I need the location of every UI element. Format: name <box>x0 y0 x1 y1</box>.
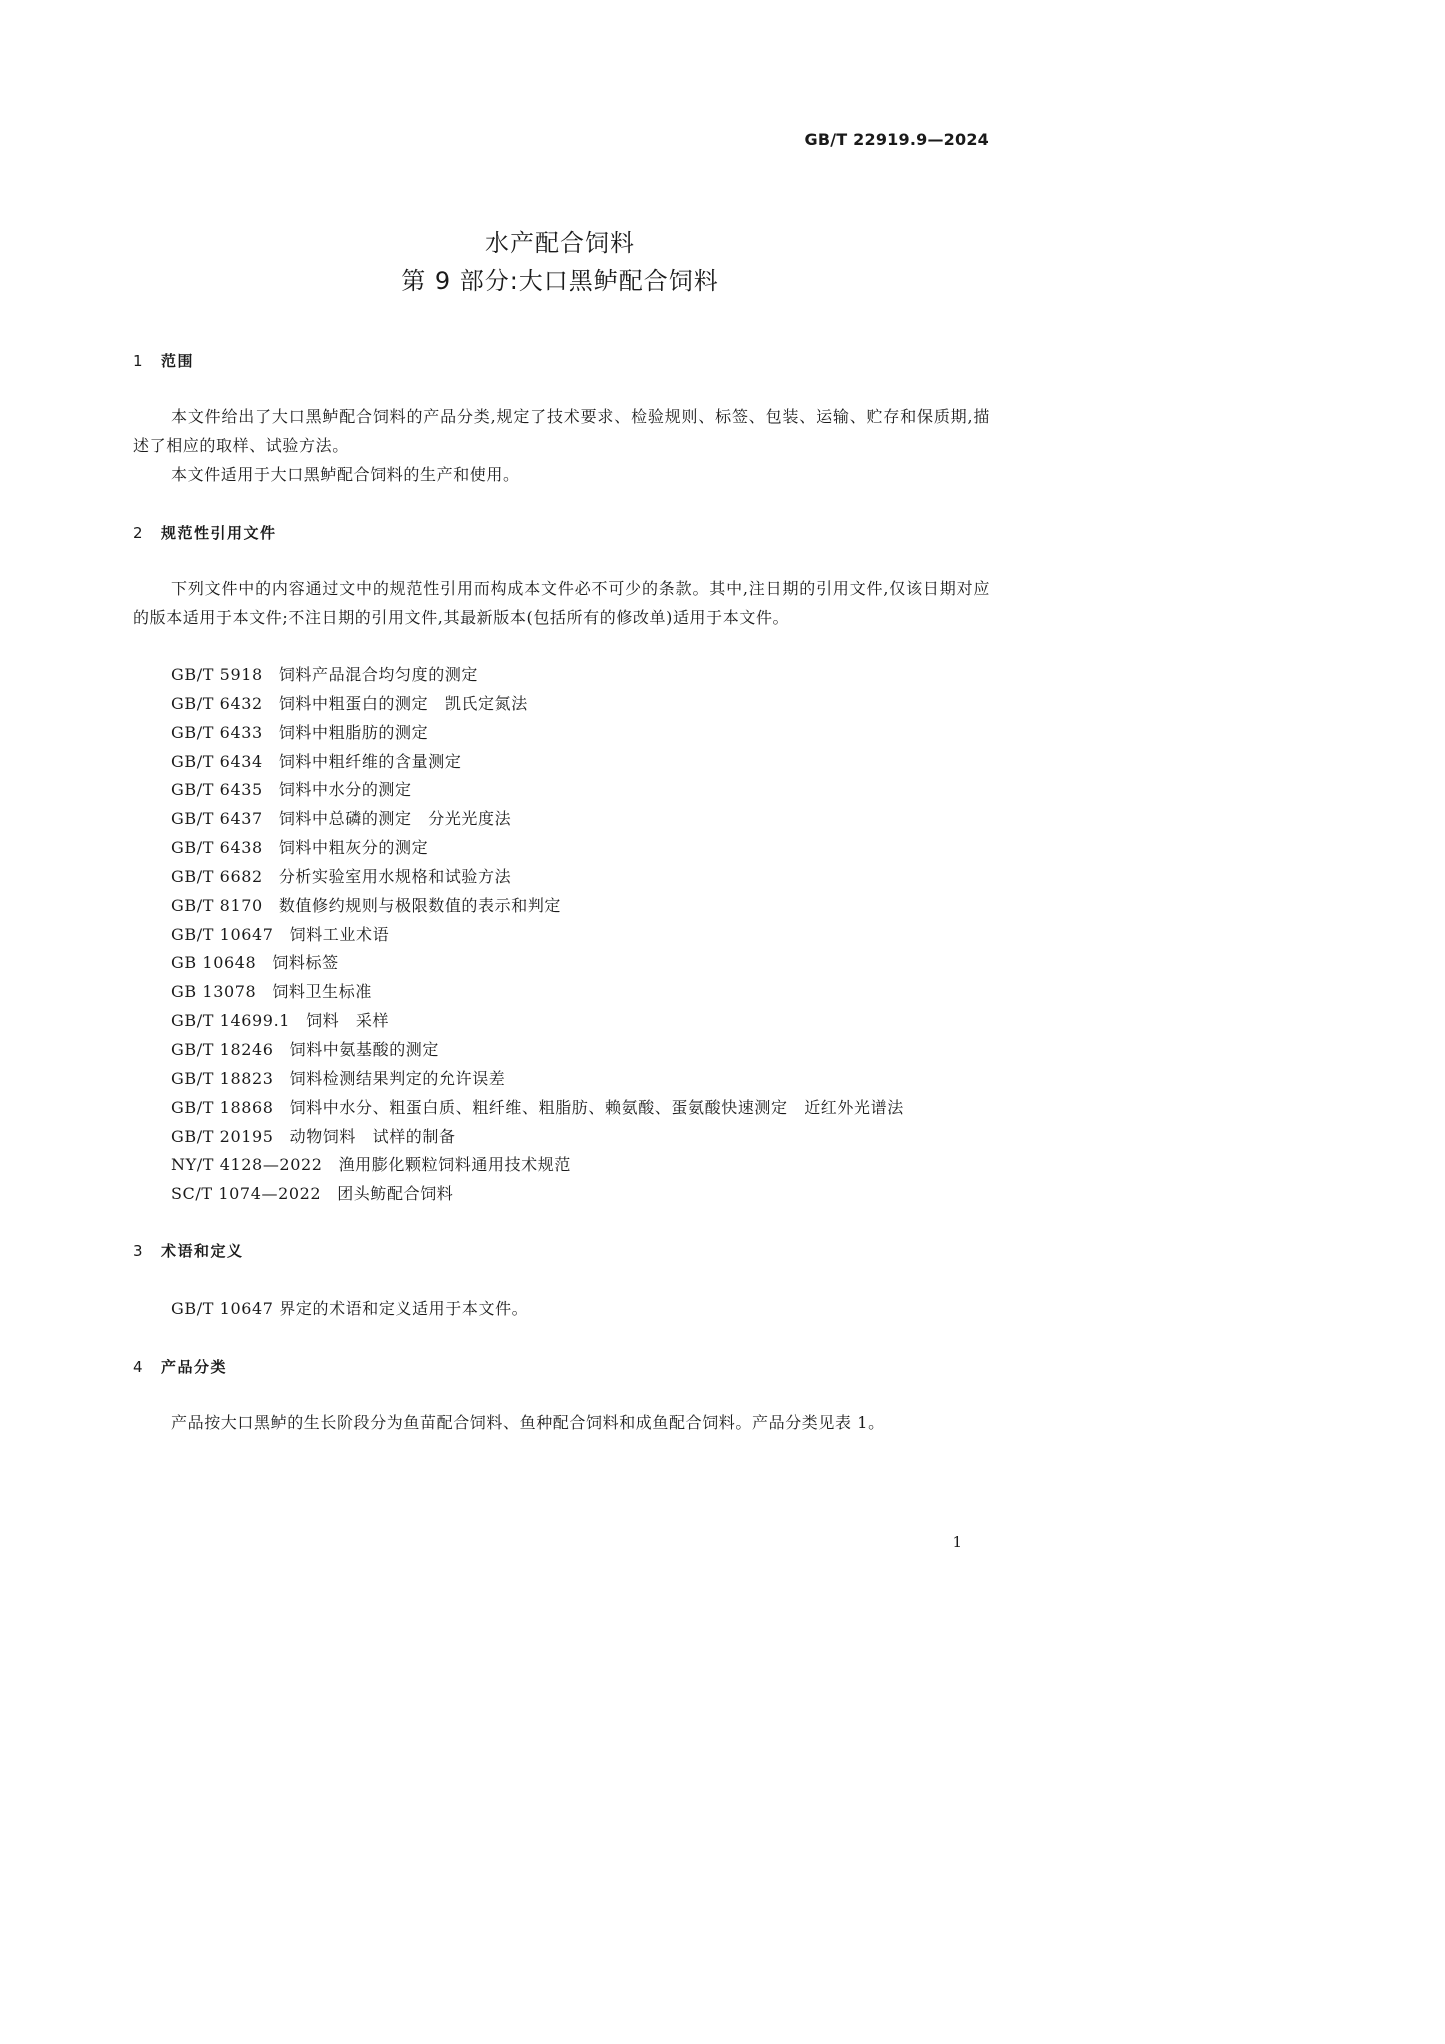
reference-code: GB/T 14699.1 <box>171 1011 291 1031</box>
reference-code: GB 10648 <box>171 953 257 973</box>
reference-item <box>171 775 904 804</box>
reference-item <box>171 1093 904 1122</box>
reference-title: 团头鲂配合饲料 <box>337 1184 454 1204</box>
reference-code: GB 13078 <box>171 982 257 1002</box>
reference-code: GB/T 18868 <box>171 1097 274 1117</box>
normative-references-intro: 下列文件中的内容通过文中的规范性引用而构成本文件必不可少的条款。其中,注日期的引用文件,仅该日期对应的版本适用于本文件;不注日期的引用文件,其最新版本(包括所有的修改单)适用于本文件。 <box>133 579 990 627</box>
reference-code: GB/T 6437 <box>171 809 263 829</box>
reference-code: NY/T 4128—2022 <box>171 1155 323 1175</box>
title-line-1: 水产配合饲料 <box>485 229 635 257</box>
classification-paragraph: 产品按大口黑鲈的生长阶段分为鱼苗配合饲料、鱼种配合饲料和成鱼配合饲料。产品分类见表 1。 <box>171 1413 885 1432</box>
terms-paragraph: GB/T 10647 界定的术语和定义适用于本文件。 <box>171 1299 529 1318</box>
reference-item <box>171 718 904 747</box>
reference-code: GB/T 10647 <box>171 924 274 944</box>
reference-code: GB/T 6433 <box>171 722 263 742</box>
reference-title: 饲料工业术语 <box>289 924 390 944</box>
reference-item <box>171 1006 904 1035</box>
section-4-heading <box>133 1356 227 1377</box>
section-number: 3 <box>133 1242 145 1260</box>
reference-item <box>171 1035 904 1064</box>
reference-title: 饲料标签 <box>272 953 339 973</box>
reference-item <box>171 689 904 718</box>
reference-code: GB/T 20195 <box>171 1126 274 1146</box>
reference-code: GB/T 18823 <box>171 1068 274 1088</box>
reference-item <box>171 891 904 920</box>
reference-code: GB/T 8170 <box>171 895 263 915</box>
reference-item <box>171 1150 904 1179</box>
document-title <box>0 224 1120 300</box>
section-title: 产品分类 <box>161 1358 228 1376</box>
scope-paragraph-1: 本文件给出了大口黑鲈配合饲料的产品分类,规定了技术要求、检验规则、标签、包装、运输、贮存和保质期,描述了相应的取样、试验方法。 <box>133 407 990 455</box>
reference-title: 饲料 采样 <box>306 1011 390 1031</box>
reference-item <box>171 1122 904 1151</box>
reference-item <box>171 660 904 689</box>
reference-item <box>171 1179 904 1208</box>
reference-title: 饲料检测结果判定的允许误差 <box>289 1068 506 1088</box>
reference-title: 饲料卫生标准 <box>272 982 372 1002</box>
reference-title: 饲料中粗脂肪的测定 <box>278 722 429 742</box>
section-number: 2 <box>133 524 145 542</box>
section-2-heading <box>133 522 277 543</box>
reference-item <box>171 747 904 776</box>
page-number: 1 <box>952 1533 962 1551</box>
section-3-heading <box>133 1240 244 1261</box>
reference-code: GB/T 18246 <box>171 1039 274 1059</box>
section-title: 范围 <box>161 352 195 370</box>
scope-paragraph-2: 本文件适用于大口黑鲈配合饲料的生产和使用。 <box>171 465 520 484</box>
reference-title: 渔用膨化颗粒饲料通用技术规范 <box>338 1155 571 1175</box>
reference-item <box>171 920 904 949</box>
standard-number: GB/T 22919.9—2024 <box>804 130 989 149</box>
reference-list <box>171 660 904 1208</box>
section-number: 1 <box>133 352 145 370</box>
section-title: 规范性引用文件 <box>161 524 277 542</box>
reference-code: GB/T 6438 <box>171 838 263 858</box>
reference-item <box>171 948 904 977</box>
reference-item <box>171 977 904 1006</box>
reference-title: 饲料中水分、粗蛋白质、粗纤维、粗脂肪、赖氨酸、蛋氨酸快速测定 近红外光谱法 <box>289 1097 904 1117</box>
reference-title: 动物饲料 试样的制备 <box>289 1126 456 1146</box>
reference-title: 饲料中粗纤维的含量测定 <box>278 751 462 771</box>
reference-item <box>171 833 904 862</box>
reference-title: 分析实验室用水规格和试验方法 <box>278 866 512 886</box>
section-1-heading <box>133 350 194 371</box>
reference-item <box>171 804 904 833</box>
reference-title: 数值修约规则与极限数值的表示和判定 <box>278 895 562 915</box>
reference-code: GB/T 6435 <box>171 780 263 800</box>
section-number: 4 <box>133 1358 145 1376</box>
reference-title: 饲料中粗蛋白的测定 凯氏定氮法 <box>278 693 528 713</box>
reference-code: SC/T 1074—2022 <box>171 1184 322 1204</box>
reference-item <box>171 862 904 891</box>
section-title: 术语和定义 <box>161 1242 244 1260</box>
reference-code: GB/T 5918 <box>171 665 263 684</box>
reference-title: 饲料中总磷的测定 分光光度法 <box>278 809 512 829</box>
reference-code: GB/T 6432 <box>171 693 263 713</box>
reference-title: 饲料中氨基酸的测定 <box>289 1039 439 1059</box>
reference-code: GB/T 6682 <box>171 866 263 886</box>
reference-item <box>171 1064 904 1093</box>
reference-title: 饲料中粗灰分的测定 <box>278 838 429 858</box>
reference-code: GB/T 6434 <box>171 751 263 771</box>
title-line-2: 第 9 部分:大口黑鲈配合饲料 <box>401 267 719 295</box>
reference-title: 饲料中水分的测定 <box>278 780 412 800</box>
reference-title: 饲料产品混合均匀度的测定 <box>278 665 479 684</box>
